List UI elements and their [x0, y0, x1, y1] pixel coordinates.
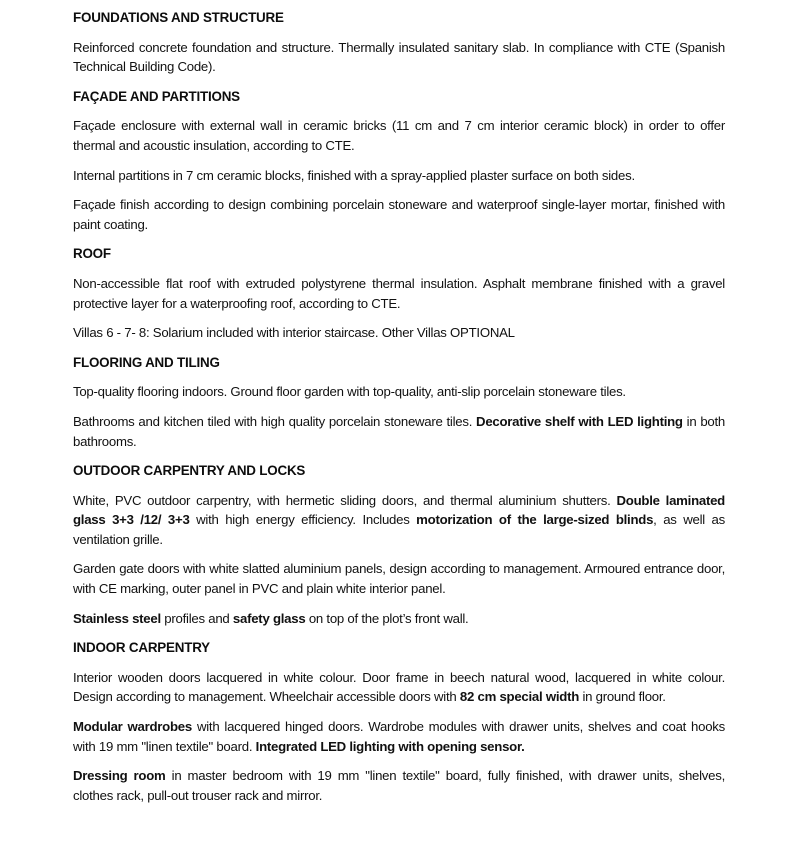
bold-text-run: 82 cm special width [459, 689, 580, 705]
text-run: in both bathrooms. [73, 413, 725, 449]
paragraph [73, 323, 725, 343]
text-run: with high energy efficiency. Includes [189, 512, 417, 528]
section-heading: ROOF [73, 246, 111, 262]
section-facade [73, 87, 725, 235]
section-foundations [73, 8, 725, 77]
paragraph [73, 491, 725, 550]
text-run: profiles and [160, 610, 233, 626]
section-heading: OUTDOOR CARPENTRY AND LOCKS [73, 463, 306, 479]
section-indoor-carpentry [73, 638, 725, 805]
section-heading: FLOORING AND TILING [73, 354, 220, 370]
text-run: with lacquered hinged doors. Wardrobe modules with drawer units, shelves and coat hooks with 19 mm "linen textile" board. [73, 719, 725, 754]
bold-text-run: Double laminated glass 3+3 /12/ 3+3 [73, 492, 725, 528]
text-run: Non-accessible flat roof with extruded polystyrene thermal insulation. Asphalt membrane finished with a gravel protective layer for a waterproofing roof, according to CTE. [73, 275, 725, 311]
paragraph [73, 274, 725, 313]
section-roof [73, 244, 725, 342]
text-run: Interior wooden doors lacquered in white colour. Door frame in beech natural wood, lacquered in white colour. Design according to management. Wheelchair accessible doors with [73, 669, 725, 705]
text-run: Garden gate doors with white slatted aluminium panels, design according to management. Armoured entrance door, with CE marking, outer panel in PVC and plain white interior panel. [73, 561, 725, 597]
section-heading: FAÇADE AND PARTITIONS [73, 88, 240, 104]
specification-document [73, 8, 725, 815]
bold-text-run: Stainless steel [73, 610, 161, 626]
text-run: in master bedroom with 19 mm "linen textile" board, fully finished, with drawer units, shelves, clothes rack, pull-out trouser rack and mirror. [73, 768, 725, 803]
paragraph [73, 382, 725, 402]
text-run: Reinforced concrete foundation and structure. Thermally insulated sanitary slab. In compliance with CTE (Spanish Technical Building Code). [73, 39, 725, 75]
paragraph [73, 412, 725, 451]
text-run: Internal partitions in 7 cm ceramic blocks, finished with a spray-applied plaster surface on both sides. [73, 167, 635, 183]
paragraph [73, 668, 725, 707]
paragraph [73, 116, 725, 155]
text-run: White, PVC outdoor carpentry, with hermetic sliding doors, and thermal aluminium shutters. [73, 492, 617, 508]
text-run: Bathrooms and kitchen tiled with high quality porcelain stoneware tiles. [73, 413, 477, 429]
bold-text-run: safety glass [232, 610, 306, 626]
bold-text-run: Dressing room [73, 768, 166, 784]
paragraph [73, 38, 725, 77]
bold-text-run: Integrated LED lighting with opening sensor. [255, 738, 525, 754]
paragraph [73, 717, 725, 756]
section-heading: INDOOR CARPENTRY [73, 640, 210, 656]
text-run: Façade enclosure with external wall in ceramic bricks (11 cm and 7 cm interior ceramic block) in order to offer thermal and acoustic insulation, according to CTE. [73, 118, 725, 153]
paragraph [73, 766, 725, 805]
paragraph [73, 166, 725, 186]
text-run: Top-quality flooring indoors. Ground floor garden with top-quality, anti-slip porcelain stoneware tiles. [73, 384, 626, 400]
text-run: in ground floor. [579, 689, 666, 705]
bold-text-run: Decorative shelf with LED lighting [476, 413, 683, 429]
text-run: Villas 6 - 7- 8: Solarium included with interior staircase. Other Villas OPTIONAL [73, 325, 515, 341]
paragraph [73, 559, 725, 598]
section-flooring [73, 353, 725, 451]
paragraph [73, 195, 725, 234]
section-heading: FOUNDATIONS AND STRUCTURE [73, 10, 284, 25]
text-run: Façade finish according to design combining porcelain stoneware and waterproof single-layer mortar, finished with paint coating. [73, 197, 725, 232]
bold-text-run: motorization of the large-sized blinds [416, 512, 654, 528]
text-run: on top of the plot’s front wall. [305, 610, 469, 626]
section-outdoor-carpentry [73, 461, 725, 628]
bold-text-run: Modular wardrobes [73, 719, 192, 735]
text-run: , as well as ventilation grille. [73, 512, 725, 547]
paragraph [73, 609, 725, 629]
